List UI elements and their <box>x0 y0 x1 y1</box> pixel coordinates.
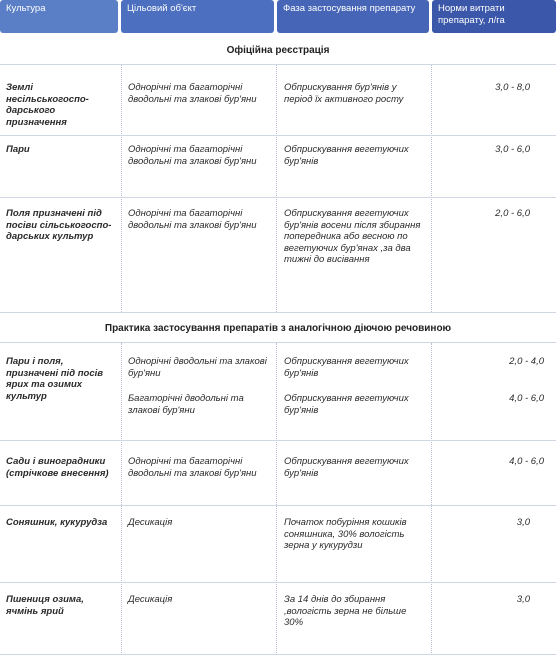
table-cell-rate: 3,0 <box>516 594 530 605</box>
row-divider <box>0 440 556 441</box>
section-title-practice: Практика застосування препаратів з аналогічною діючою речовиною <box>104 323 452 334</box>
table-cell-target: Десикація <box>128 594 173 605</box>
row-divider <box>0 135 556 136</box>
table-cell-phase: За 14 днів до збирання ,вологість зерна не більше 30% <box>284 594 407 629</box>
row-divider <box>0 582 556 583</box>
table-cell-phase: Початок побуріння кошиків соняшника, 30% вологість зерна у кукурудзи <box>284 517 407 552</box>
column-divider <box>276 343 277 653</box>
table-cell-rate: 3,0 - 8,0 <box>495 82 530 93</box>
table-cell-rate: 2,0 - 6,0 <box>495 208 530 219</box>
row-divider <box>0 312 556 313</box>
section-title-official: Офіційна реєстрація <box>226 45 330 56</box>
table-cell-phase: Обприскування вегетуючих бур'янів <box>284 144 409 167</box>
table-cell-phase: Обприскування вегетуючих бур'янів <box>284 456 409 479</box>
table-cell-rate: 3,0 - 6,0 <box>495 144 530 155</box>
table-cell-rate: 3,0 <box>516 517 530 528</box>
table-cell-culture: Пари <box>6 144 30 155</box>
table-cell-target: Однорічні та багаторічні дводольні та злакові бур'яни <box>128 456 257 479</box>
table-cell-phase: Обприскування вегетуючих бур'янів <box>284 393 409 416</box>
table-cell-target: Однорічні та багаторічні дводольні та злакові бур'яни <box>128 82 257 105</box>
table-cell-target: Десикація <box>128 517 173 528</box>
column-divider <box>431 65 432 312</box>
column-header-culture: Культура <box>0 0 118 33</box>
row-divider <box>0 654 556 655</box>
column-divider <box>121 343 122 653</box>
column-header-phase: Фаза застосування препарату <box>277 0 429 33</box>
column-header-rate: Норми витрати препарату, л/га <box>432 0 556 33</box>
table-cell-target: Однорічні та багаторічні дводольні та злакові бур'яни <box>128 208 257 231</box>
table-cell-phase: Обприскування вегетуючих бур'янів <box>284 356 409 379</box>
row-divider <box>0 197 556 198</box>
table-cell-rate: 4,0 - 6,0 <box>509 393 544 404</box>
column-divider <box>121 65 122 312</box>
divider <box>0 342 556 343</box>
table-cell-rate: 2,0 - 4,0 <box>509 356 544 367</box>
table-cell-rate: 4,0 - 6,0 <box>509 456 544 467</box>
divider <box>0 64 556 65</box>
table-cell-culture: Пшениця озима, ячмінь ярий <box>6 594 84 617</box>
table-cell-target: Однорічні дводольні та злакові бур'яни <box>128 356 267 379</box>
table-cell-phase: Обприскування вегетуючих бур'янів восени після збирання попередника або весною по вегетуючих бур'янах ,за два тижні до висівання <box>284 208 421 266</box>
table-cell-culture: Поля призначені під посіви сільськогоспо-дарських культур <box>6 208 112 243</box>
table-cell-target: Однорічні та багаторічні дводольні та злакові бур'яни <box>128 144 257 167</box>
column-divider <box>431 343 432 653</box>
column-header-target: Цільовий об'єкт <box>121 0 274 33</box>
column-divider <box>276 65 277 312</box>
table-cell-culture: Землі несільськогоспо-дарського призначення <box>6 82 89 128</box>
row-divider <box>0 505 556 506</box>
table-cell-phase: Обприскування бур'янів у період їх активного росту <box>284 82 404 105</box>
table-cell-target: Багаторічні дводольні та злакові бур'яни <box>128 393 244 416</box>
table-cell-culture: Пари і поля, призначені під посів ярих та озимих культур <box>6 356 103 402</box>
table-cell-culture: Сади і виноградники (стрічкове внесення) <box>6 456 109 479</box>
table-cell-culture: Соняшник, кукурудза <box>6 517 108 528</box>
